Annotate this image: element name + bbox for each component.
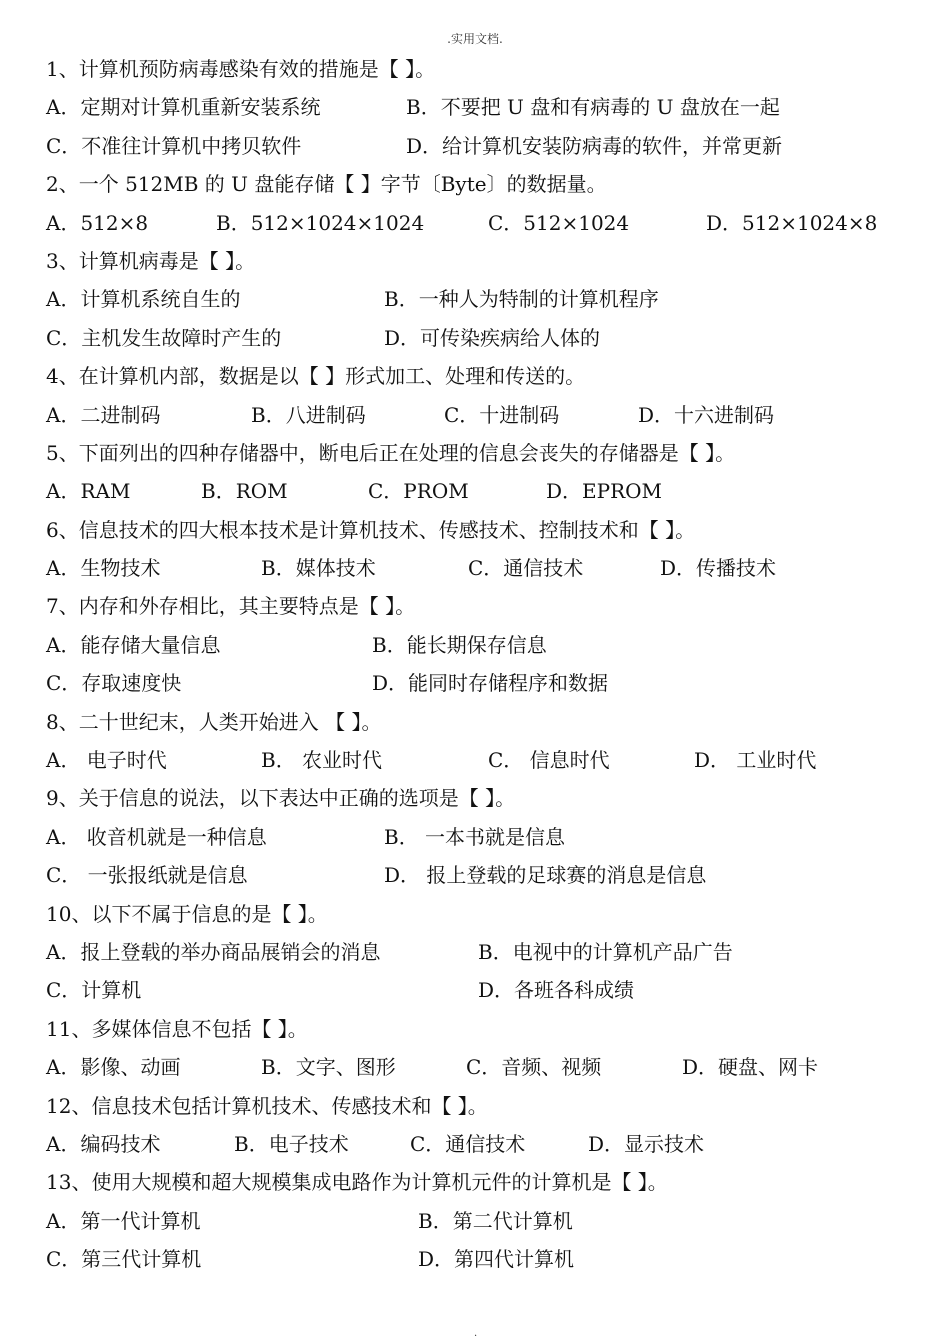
option-b: B．ROM [201, 479, 288, 504]
options-row [46, 319, 926, 357]
options-row [46, 1125, 926, 1163]
question-stem: 4、在计算机内部，数据是以【 】形式加工、处理和传送的。 [46, 364, 586, 389]
question-stem: 10、以下不属于信息的是【 】。 [46, 901, 328, 926]
options-row [46, 971, 926, 1009]
options-row [46, 818, 926, 856]
option-d: D．可传染疾病给人体的 [384, 325, 601, 350]
option-a: A．512×8 [46, 210, 149, 235]
option-a: A．二进制码 [46, 402, 161, 427]
option-a: A．定期对计算机重新安装系统 [46, 95, 321, 120]
option-b: B．第二代计算机 [418, 1208, 573, 1233]
options-row [46, 280, 926, 318]
option-d: D．显示技术 [588, 1131, 705, 1156]
options-row [46, 204, 926, 242]
options-row [46, 472, 926, 510]
option-d: D．第四代计算机 [418, 1247, 575, 1272]
question-stem: 7、内存和外存相比，其主要特点是【 】。 [46, 594, 416, 619]
option-a: A．第一代计算机 [46, 1208, 201, 1233]
options-row [46, 549, 926, 587]
question-stem: 6、信息技术的四大根本技术是计算机技术、传感技术、控制技术和【 】。 [46, 517, 696, 542]
question-stem: 1、计算机预防病毒感染有效的措施是【 】。 [46, 57, 436, 81]
option-c: C．第三代计算机 [46, 1247, 202, 1272]
question-list [46, 50, 926, 1279]
question-stem: 11、多媒体信息不包括【 】。 [46, 1016, 308, 1041]
option-b: B．不要把 U 盘和有病毒的 U 盘放在一起 [406, 95, 780, 120]
page-footer: . [474, 1328, 478, 1339]
options-row [46, 127, 926, 165]
question-stem: 9、关于信息的说法，以下表达中正确的选项是【 】。 [46, 786, 516, 811]
options-row [46, 741, 926, 779]
option-b: B． 农业时代 [261, 748, 383, 773]
options-row [46, 1202, 926, 1240]
option-d: D． 报上登载的足球赛的消息是信息 [384, 863, 707, 888]
options-row [46, 396, 926, 434]
option-c: C．通信技术 [410, 1131, 526, 1156]
question-stem: 8、二十世纪末，人类开始进入 【 】。 [46, 709, 382, 734]
option-a: A．编码技术 [46, 1131, 161, 1156]
option-a: A．报上登载的举办商品展销会的消息 [46, 939, 381, 964]
option-d: D． 工业时代 [694, 748, 817, 773]
option-d: D．十六进制码 [638, 402, 775, 427]
option-c: C．计算机 [46, 978, 142, 1003]
option-c: C．PROM [368, 479, 469, 504]
option-a: A．能存储大量信息 [46, 632, 221, 657]
option-c: C．通信技术 [468, 556, 584, 581]
option-d: D．传播技术 [660, 556, 777, 581]
page-header: .实用文档. [447, 32, 503, 46]
option-a: A． 收音机就是一种信息 [46, 824, 267, 849]
option-c: C． 信息时代 [488, 748, 610, 773]
option-c: C． 一张报纸就是信息 [46, 863, 248, 888]
question-stem: 2、一个 512MB 的 U 盘能存储【 】字节〔Byte〕的数据量。 [46, 172, 607, 197]
option-c: C．音频、视频 [466, 1055, 602, 1080]
option-a: A．计算机系统自生的 [46, 287, 241, 312]
options-row [46, 626, 926, 664]
options-row [46, 856, 926, 894]
question-stem: 5、下面列出的四种存储器中，断电后正在处理的信息会丧失的存储器是【 】。 [46, 440, 736, 465]
option-c: C．十进制码 [444, 402, 560, 427]
option-b: B．能长期保存信息 [372, 632, 547, 657]
option-a: A．RAM [46, 479, 131, 504]
option-c: C．主机发生故障时产生的 [46, 325, 282, 350]
question-stem: 12、信息技术包括计算机技术、传感技术和【 】。 [46, 1093, 488, 1118]
option-b: B．512×1024×1024 [216, 210, 425, 235]
option-c: C．不准往计算机中拷贝软件 [46, 133, 302, 158]
option-c: C．512×1024 [488, 210, 630, 235]
option-b: B． 一本书就是信息 [384, 824, 566, 849]
option-b: B．媒体技术 [261, 556, 376, 581]
option-b: B．电视中的计算机产品广告 [478, 939, 733, 964]
options-row [46, 933, 926, 971]
option-d: D．能同时存储程序和数据 [372, 671, 609, 696]
option-a: A． 电子时代 [46, 748, 167, 773]
question-stem: 13、使用大规模和超大规模集成电路作为计算机元件的计算机是【 】。 [46, 1170, 668, 1195]
option-b: B．电子技术 [234, 1131, 349, 1156]
option-b: B．一种人为特制的计算机程序 [384, 287, 659, 312]
option-d: D．EPROM [546, 479, 663, 504]
options-row [46, 1048, 926, 1086]
option-a: A．生物技术 [46, 556, 161, 581]
options-row [46, 88, 926, 126]
option-d: D．硬盘、网卡 [682, 1055, 819, 1080]
option-d: D．512×1024×8 [706, 210, 878, 235]
option-c: C．存取速度快 [46, 671, 182, 696]
option-a: A．影像、动画 [46, 1055, 181, 1080]
option-d: D．给计算机安装防病毒的软件，并常更新 [406, 133, 783, 158]
options-row [46, 1240, 926, 1278]
option-b: B．八进制码 [251, 402, 366, 427]
option-b: B．文字、图形 [261, 1055, 396, 1080]
question-stem: 3、计算机病毒是【 】。 [46, 248, 256, 273]
options-row [46, 664, 926, 702]
option-d: D．各班各科成绩 [478, 978, 635, 1003]
